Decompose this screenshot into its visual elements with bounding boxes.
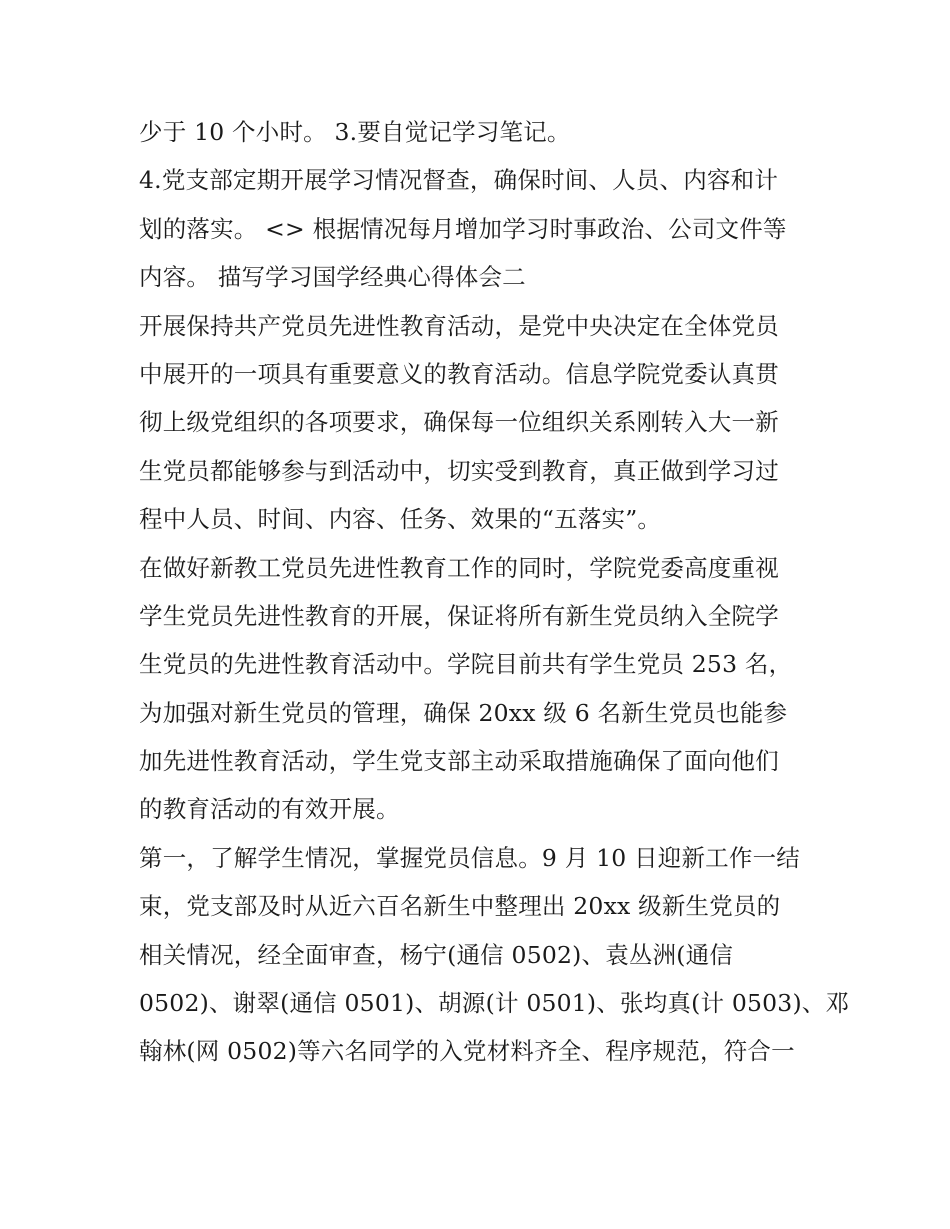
- document-body: [139, 108, 850, 1076]
- text-line: 加先进性教育活动，学生党支部主动采取措施确保了面向他们: [139, 747, 779, 776]
- text-line: 程中人员、时间、内容、任务、效果的“五落实”。: [139, 505, 662, 534]
- text-line: 生党员的先进性教育活动中。学院目前共有学生党员 253 名，: [139, 650, 793, 679]
- text-line: 0502)、谢翠(通信 0501)、胡源(计 0501)、张均真(计 0503)、邓: [139, 989, 850, 1018]
- text-line: 相关情况，经全面审查，杨宁(通信 0502)、袁丛洲(通信: [139, 940, 734, 969]
- text-line: 划的落实。 <> 根据情况每月增加学习时事政治、公司文件等: [139, 214, 787, 243]
- text-line: 翰林(网 0502)等六名同学的入党材料齐全、程序规范，符合一: [139, 1037, 795, 1066]
- text-line: 在做好新教工党员先进性教育工作的同时，学院党委高度重视: [139, 553, 779, 582]
- text-line: 开展保持共产党员先进性教育活动，是党中央决定在全体党员: [139, 311, 779, 340]
- text-line: 中展开的一项具有重要意义的教育活动。信息学院党委认真贯: [139, 359, 779, 388]
- text-line: 为加强对新生党员的管理，确保 20xx 级 6 名新生党员也能参: [139, 698, 788, 727]
- text-line: 学生党员先进性教育的开展，保证将所有新生党员纳入全院学: [139, 601, 779, 630]
- text-line: 束，党支部及时从近六百名新生中整理出 20xx 级新生党员的: [139, 892, 781, 921]
- text-line: 少于 10 个小时。 3.要自觉记学习笔记。: [139, 118, 571, 146]
- text-line: 彻上级党组织的各项要求，确保每一位组织关系刚转入大一新: [139, 408, 779, 437]
- text-line: 4.党支部定期开展学习情况督查，确保时间、人员、内容和计: [139, 166, 779, 195]
- text-line: 生党员都能够参与到活动中，切实受到教育，真正做到学习过: [139, 456, 779, 485]
- text-line: 的教育活动的有效开展。: [139, 795, 400, 824]
- text-line: 第一，了解学生情况，掌握党员信息。9 月 10 日迎新工作一结: [139, 843, 800, 872]
- text-line: 内容。 描写学习国学经典心得体会二: [139, 263, 526, 292]
